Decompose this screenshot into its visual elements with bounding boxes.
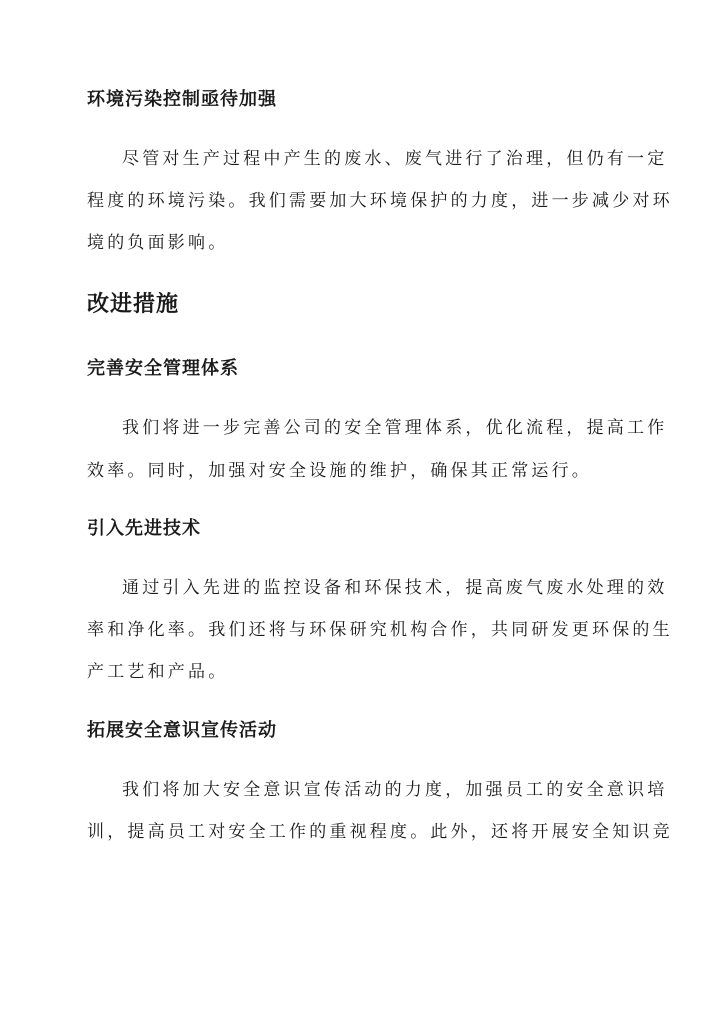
paragraph-line: 境的负面影响。 <box>87 233 229 253</box>
chapter-heading-improvement-measures: 改进措施 <box>87 291 180 317</box>
subsection-heading-advanced-technology: 引入先进技术 <box>87 518 201 539</box>
paragraph-line: 通过引入先进的监控设备和环保技术，提高废气废水处理的效 <box>122 578 668 598</box>
paragraph-line: 尽管对生产过程中产生的废水、废气进行了治理，但仍有一定 <box>122 149 668 169</box>
paragraph-line: 产工艺和产品。 <box>87 662 229 682</box>
paragraph-line: 我们将加大安全意识宣传活动的力度，加强员工的安全意识培 <box>122 780 668 800</box>
section-heading-pollution-control: 环境污染控制亟待加强 <box>87 89 277 110</box>
paragraph-line: 程度的环境污染。我们需要加大环境保护的力度，进一步减少对环 <box>87 191 673 211</box>
paragraph-line: 效率。同时，加强对安全设施的维护，确保其正常运行。 <box>87 461 592 481</box>
subsection-heading-safety-management: 完善安全管理体系 <box>87 358 239 379</box>
paragraph-line: 率和净化率。我们还将与环保研究机构合作，共同研发更环保的生 <box>87 620 673 640</box>
paragraph-line: 训，提高员工对安全工作的重视程度。此外，还将开展安全知识竞 <box>87 822 673 842</box>
paragraph-line: 我们将进一步完善公司的安全管理体系，优化流程，提高工作 <box>122 418 668 438</box>
subsection-heading-safety-awareness: 拓展安全意识宣传活动 <box>87 720 277 741</box>
